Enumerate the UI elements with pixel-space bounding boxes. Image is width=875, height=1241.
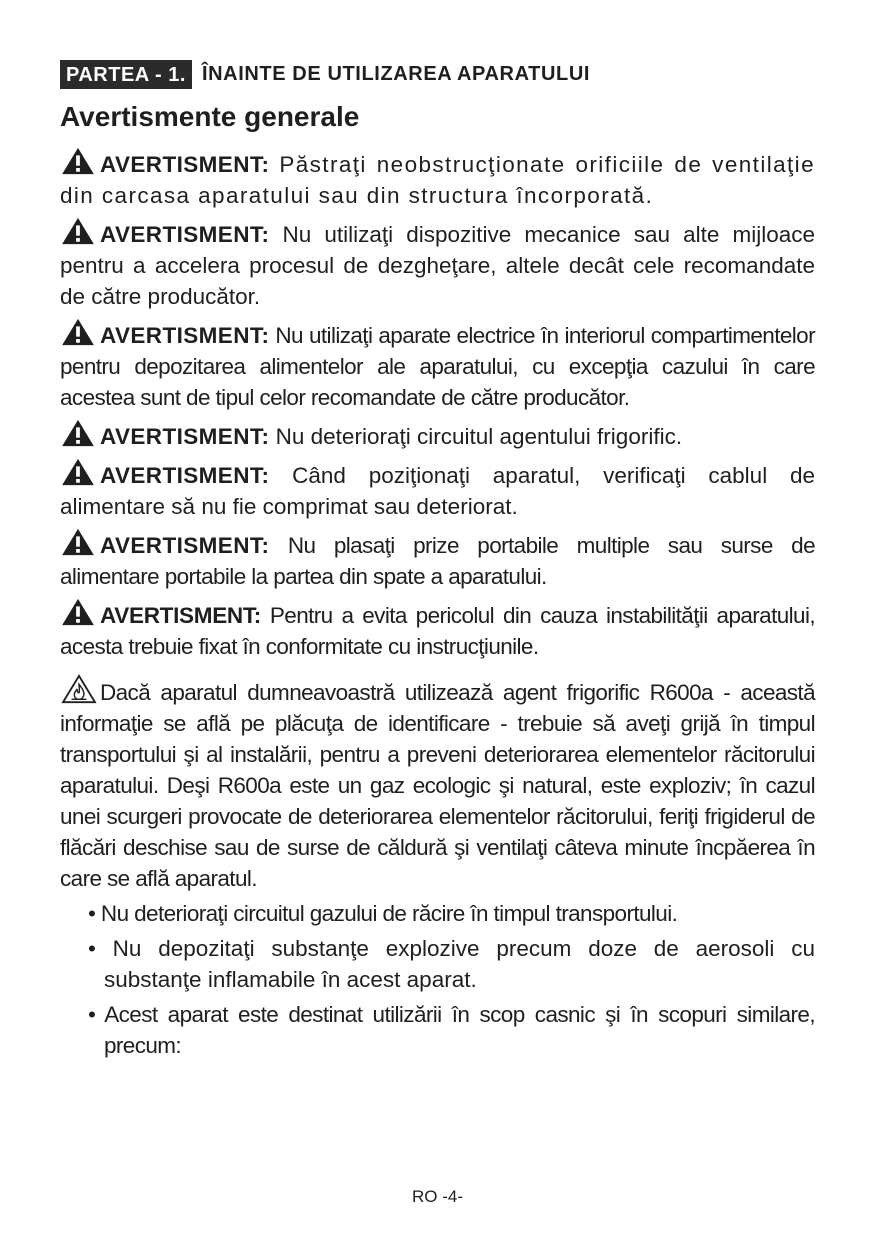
warning-triangle-icon [60, 419, 96, 447]
list-item: • Nu depozitaţi substanţe explozive precum doze de aerosoli cu substanţe inflamabile în acest aparat. [88, 936, 815, 992]
warning-label: AVERTISMENT: [100, 152, 270, 177]
warning-label: AVERTISMENT: [100, 533, 270, 558]
page-content [60, 58, 815, 1061]
warning-label: AVERTISMENT: [100, 424, 270, 449]
warning-text: Nu utilizaţi dispozitive mecanice sau alte mijloace pentru a accelera procesul de dezgheţare, altele decât cele recomandate de către producător. [60, 222, 815, 309]
warning-text: Nu utilizaţi aparate electrice în interiorul compartimentelor pentru depozitarea alimentelor ale aparatului, cu excepţia cazului în care acestea sunt de tipul celor recomandate de către producător. [60, 323, 815, 410]
part-badge: PARTEA - 1. [60, 60, 192, 89]
warning-2 [60, 217, 815, 312]
list-item: • Nu deterioraţi circuitul gazului de răcire în timpul transportului. [88, 901, 678, 926]
part-header [60, 58, 815, 90]
section-title: Avertismente generale [60, 101, 360, 132]
warning-label: AVERTISMENT: [100, 603, 261, 628]
warning-1 [60, 147, 815, 211]
flammable-note [60, 674, 815, 894]
flammable-warning-icon [60, 674, 98, 704]
flammable-note-text: Dacă aparatul dumneavoastră utilizează agent frigorific R600a - această informaţie se află pe plăcuţa de identificare - trebuie să aveţi grijă în timpul transportului şi al instalării, pentru a preveni deteriorarea elementelor răcitorului aparatului. Deşi R600a este un gaz ecologic şi natural, este exploziv; în cazul unei scurgeri provocate de deteriorarea elementelor răcitorului, feriţi frigiderul de flăcări deschise sau de surse de căldură şi ventilaţi câteva minute încpăerea în care se află aparatul. [60, 680, 815, 891]
warning-triangle-icon [60, 147, 96, 175]
bullet-list [60, 898, 815, 1061]
warning-triangle-icon [60, 217, 96, 245]
warning-triangle-icon [60, 598, 96, 626]
warning-7 [60, 598, 815, 662]
warning-label: AVERTISMENT: [100, 463, 270, 488]
warning-triangle-icon [60, 528, 96, 556]
list-item: • Acest aparat este destinat utilizării în scop casnic şi în scopuri similare, precum: [88, 1002, 815, 1058]
part-title: ÎNAINTE DE UTILIZAREA APARATULUI [201, 62, 591, 85]
warning-triangle-icon [60, 458, 96, 486]
warning-triangle-icon [60, 318, 96, 346]
warning-text: Nu plasaţi prize portabile multiple sau surse de alimentare portabile la partea din spate a aparatului. [60, 533, 815, 589]
warning-label: AVERTISMENT: [100, 323, 270, 348]
warning-text: Pentru a evita pericolul din cauza instabilităţii aparatului, acesta trebuie fixat în conformitate cu instrucţiunile. [60, 603, 815, 659]
warning-text: Păstraţi neobstrucţionate orificiile de ventilaţie din carcasa aparatului sau din structura încorporată. [60, 152, 815, 208]
page-number: RO -4- [412, 1187, 463, 1206]
warning-text: Nu deterioraţi circuitul agentului frigorific. [269, 424, 683, 449]
warning-3 [60, 318, 815, 413]
warning-label: AVERTISMENT: [100, 222, 270, 247]
warning-text: Când poziţionaţi aparatul, verificaţi cablul de alimentare să nu fie comprimat sau deteriorat. [60, 463, 815, 519]
warning-4 [60, 419, 815, 452]
warning-6 [60, 528, 815, 592]
warning-5 [60, 458, 815, 522]
